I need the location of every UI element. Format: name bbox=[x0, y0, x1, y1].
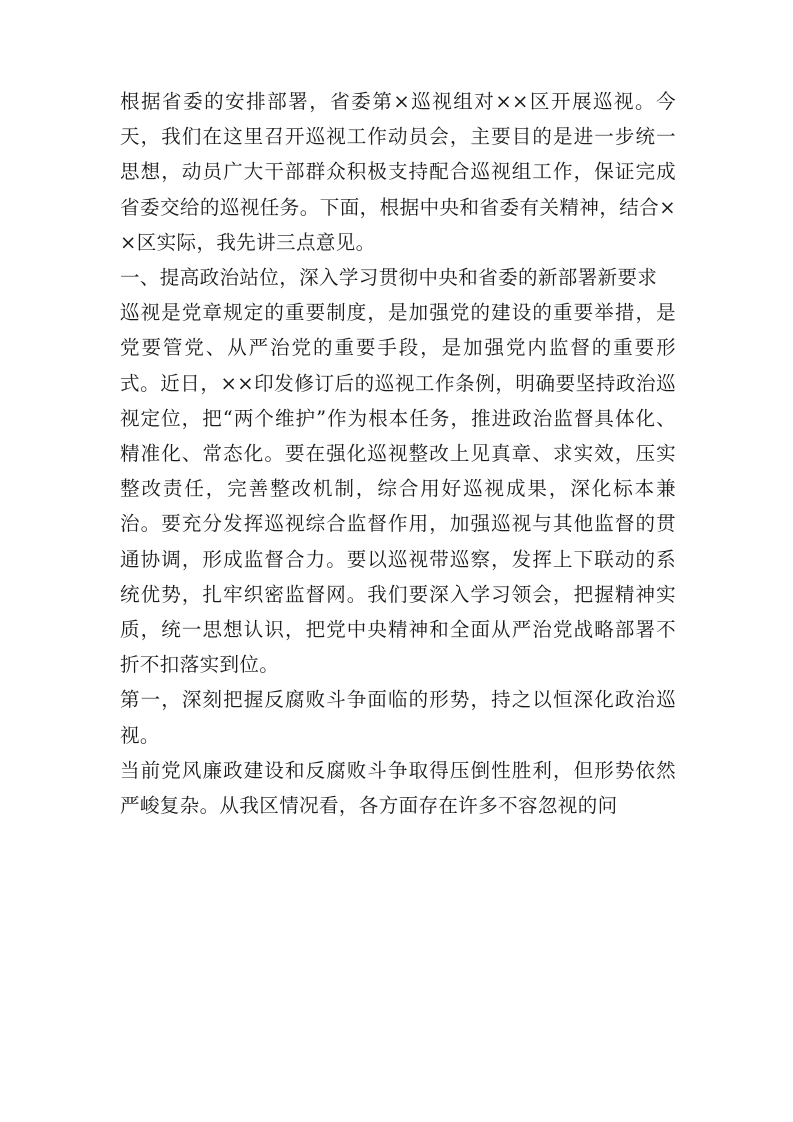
intro-paragraph: 根据省委的安排部署，省委第×巡视组对××区开展巡视。今天，我们在这里召开巡视工作动员会，主要目的是进一步统一思想，动员广大干部群众积极支持配合巡视组工作，保证完成省委交给的巡视任务。下面，根据中央和省委有关精神，结合××区实际，我先讲三点意见。 bbox=[120, 90, 676, 254]
point-1-paragraph: 当前党风廉政建设和反腐败斗争取得压倒性胜利，但形势依然严峻复杂。从我区情况看，各方面存在许多不容忽视的问 bbox=[120, 758, 676, 818]
document-page bbox=[120, 84, 676, 823]
point-1-heading: 第一，深刻把握反腐败斗争面临的形势，持之以恒深化政治巡视。 bbox=[120, 688, 676, 747]
section-1-paragraph: 巡视是党章规定的重要制度，是加强党的建设的重要举措，是党要管党、从严治党的重要手段，是加强党内监督的重要形式。近日，××印发修订后的巡视工作条例，明确要坚持政治巡视定位，把“两个维护”作为根本任务，推进政治监督具体化、精准化、常态化。要在强化巡视整改上见真章、求实效，压实整改责任，完善整改机制，综合用好巡视成果，深化标本兼治。要充分发挥巡视综合监督作用，加强巡视与其他监督的贯通协调，形成监督合力。要以巡视带巡察，发挥上下联动的系统优势，扎牢织密监督网。我们要深入学习领会，把握精神实质，统一思想认识，把党中央精神和全面从严治党战略部署不折不扣落实到位。 bbox=[120, 301, 676, 677]
section-1-heading: 一、提高政治站位，深入学习贯彻中央和省委的新部署新要求 bbox=[120, 266, 658, 290]
